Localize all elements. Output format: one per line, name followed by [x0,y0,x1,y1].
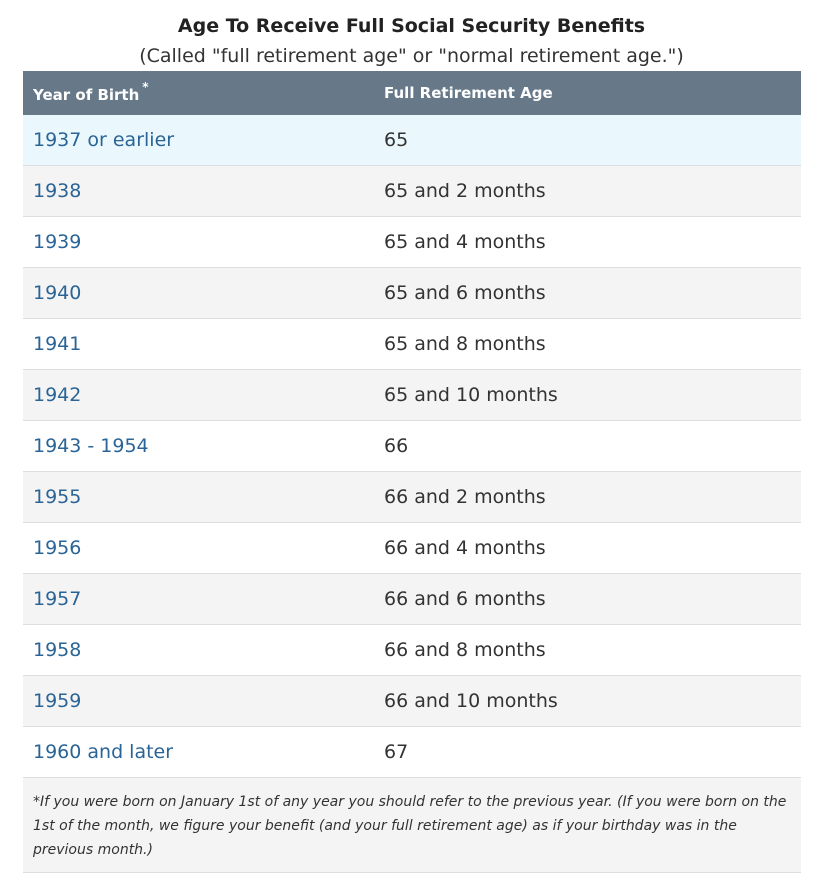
year-of-birth-link[interactable]: 1960 and later [33,741,174,763]
year-of-birth-link[interactable]: 1942 [33,384,82,406]
table-row [23,472,801,523]
table-row [23,115,801,166]
full-retirement-age-cell: 66 and 4 months [384,537,546,559]
table-row [23,166,801,217]
full-retirement-age-cell: 65 and 10 months [384,384,558,406]
header-full-retirement-age: Full Retirement Age [384,84,553,102]
table-row [23,370,801,421]
retirement-age-table [23,71,801,873]
table-row [23,574,801,625]
table-row [23,727,801,778]
full-retirement-age-cell: 67 [384,741,409,763]
full-retirement-age-cell: 66 and 8 months [384,639,546,661]
header-asterisk: * [142,79,149,94]
table-row [23,217,801,268]
page-title: Age To Receive Full Social Security Benefits [177,15,646,37]
full-retirement-age-cell: 66 and 10 months [384,690,558,712]
year-of-birth-link[interactable]: 1939 [33,231,82,253]
header-year-of-birth [23,79,374,104]
table-row [23,523,801,574]
year-of-birth-link[interactable]: 1940 [33,282,82,304]
table-row [23,625,801,676]
year-of-birth-link[interactable]: 1937 or earlier [33,129,175,151]
year-of-birth-link[interactable]: 1959 [33,690,82,712]
year-of-birth-link[interactable]: 1956 [33,537,82,559]
header-year-of-birth-label: Year of Birth [33,85,140,104]
table-row [23,319,801,370]
table-row [23,268,801,319]
table-header [23,71,801,115]
year-of-birth-link[interactable]: 1958 [33,639,82,661]
full-retirement-age-cell: 65 and 8 months [384,333,546,355]
page-subtitle: (Called "full retirement age" or "normal retirement age.") [139,45,684,67]
full-retirement-age-cell: 66 and 2 months [384,486,546,508]
full-retirement-age-cell: 66 [384,435,409,457]
full-retirement-age-cell: 65 and 2 months [384,180,546,202]
table-body [23,115,801,778]
table-row [23,421,801,472]
year-of-birth-link[interactable]: 1955 [33,486,82,508]
table-footnote: *If you were born on January 1st of any year you should refer to the previous year. (If you were born on the 1st of the month, we figure your benefit (and your full retirement age) as if your birthday was in the previous month.) [23,778,801,873]
year-of-birth-link[interactable]: 1943 - 1954 [33,435,149,457]
full-retirement-age-cell: 65 [384,129,409,151]
year-of-birth-link[interactable]: 1957 [33,588,82,610]
full-retirement-age-cell: 65 and 6 months [384,282,546,304]
year-of-birth-link[interactable]: 1938 [33,180,82,202]
full-retirement-age-cell: 66 and 6 months [384,588,546,610]
table-row [23,676,801,727]
full-retirement-age-cell: 65 and 4 months [384,231,546,253]
year-of-birth-link[interactable]: 1941 [33,333,82,355]
